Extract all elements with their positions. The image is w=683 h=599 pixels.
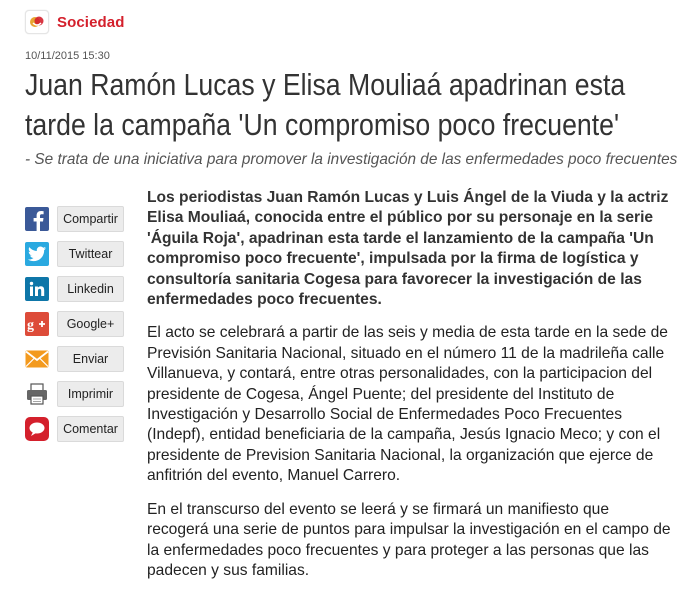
twitter-icon[interactable] (25, 242, 49, 266)
share-linkedin (25, 271, 124, 306)
share-facebook (25, 201, 124, 236)
google-plus-icon[interactable] (25, 312, 49, 336)
comment-icon[interactable] (25, 417, 49, 441)
share-facebook-button[interactable]: Compartir (57, 206, 124, 232)
article-body (147, 188, 672, 594)
share-twitter (25, 236, 124, 271)
share-googleplus (25, 306, 124, 341)
share-linkedin-button[interactable]: Linkedin (57, 276, 124, 302)
share-comment-button[interactable]: Comentar (57, 416, 124, 442)
share-googleplus-button[interactable]: Google+ (57, 311, 124, 337)
article-subtitle: - Se trata de una iniciativa para promover la investigación de las enfermedades poco frecuentes (25, 151, 678, 168)
share-comment (25, 411, 124, 446)
section-logo-icon (25, 10, 49, 34)
print-icon[interactable] (25, 382, 49, 406)
article-paragraph: El acto se celebrará a partir de las seis y media de esta tarde en la sede de Previsión Sanitaria Nacional, situado en el número 11 de la madrileña calle Villanueva, y contará, entre otras personalidades, con la participacion del presidente de Cogesa, Ángel Puente; del presidente del Instituto de Investigación y Desarrollo Social de Enfermedades Poco Frecuentes (Indepf), entidad beneficiaria de la campaña, Jesús Ignacio Meco; y con el presidente de Prevision Sanitaria Nacional, la organización que ejerce de anfitrión del evento, Manuel Carrero. (147, 324, 668, 485)
share-toolbar (25, 201, 124, 446)
share-email-button[interactable]: Enviar (57, 346, 124, 372)
article-lead: Los periodistas Juan Ramón Lucas y Luis Ángel de la Viuda y la actriz Elisa Mouliaá, conocida entre el público por su personaje en la serie 'Águila Roja', apadrinan esta tarde el lanzamiento de la campaña 'Un compromiso poco frecuente', impulsada por la firma de logística y consultoría sanitaria Cogesa para favorecer la investigación de las enfermedades poco frecuentes. (147, 189, 669, 309)
share-email (25, 341, 124, 376)
section-header (25, 10, 125, 34)
article-timestamp: 10/11/2015 15:30 (25, 50, 110, 62)
section-link[interactable]: Sociedad (57, 13, 125, 31)
article-headline: Juan Ramón Lucas y Elisa Mouliaá apadrinan esta tarde la campaña 'Un compromiso poco frecuente' (25, 67, 626, 142)
share-print (25, 376, 124, 411)
linkedin-icon[interactable] (25, 277, 49, 301)
facebook-icon[interactable] (25, 207, 49, 231)
share-print-button[interactable]: Imprimir (57, 381, 124, 407)
share-twitter-button[interactable]: Twittear (57, 241, 124, 267)
article-paragraph: En el transcurso del evento se leerá y se firmará un manifiesto que recogerá una serie de puntos para impulsar la investigación en el campo de la enfermedades poco frecuentes y para proteger a las personas que las padecen y sus familias. (147, 500, 671, 579)
email-icon[interactable] (25, 347, 49, 371)
svg-text:g: g (27, 317, 34, 332)
